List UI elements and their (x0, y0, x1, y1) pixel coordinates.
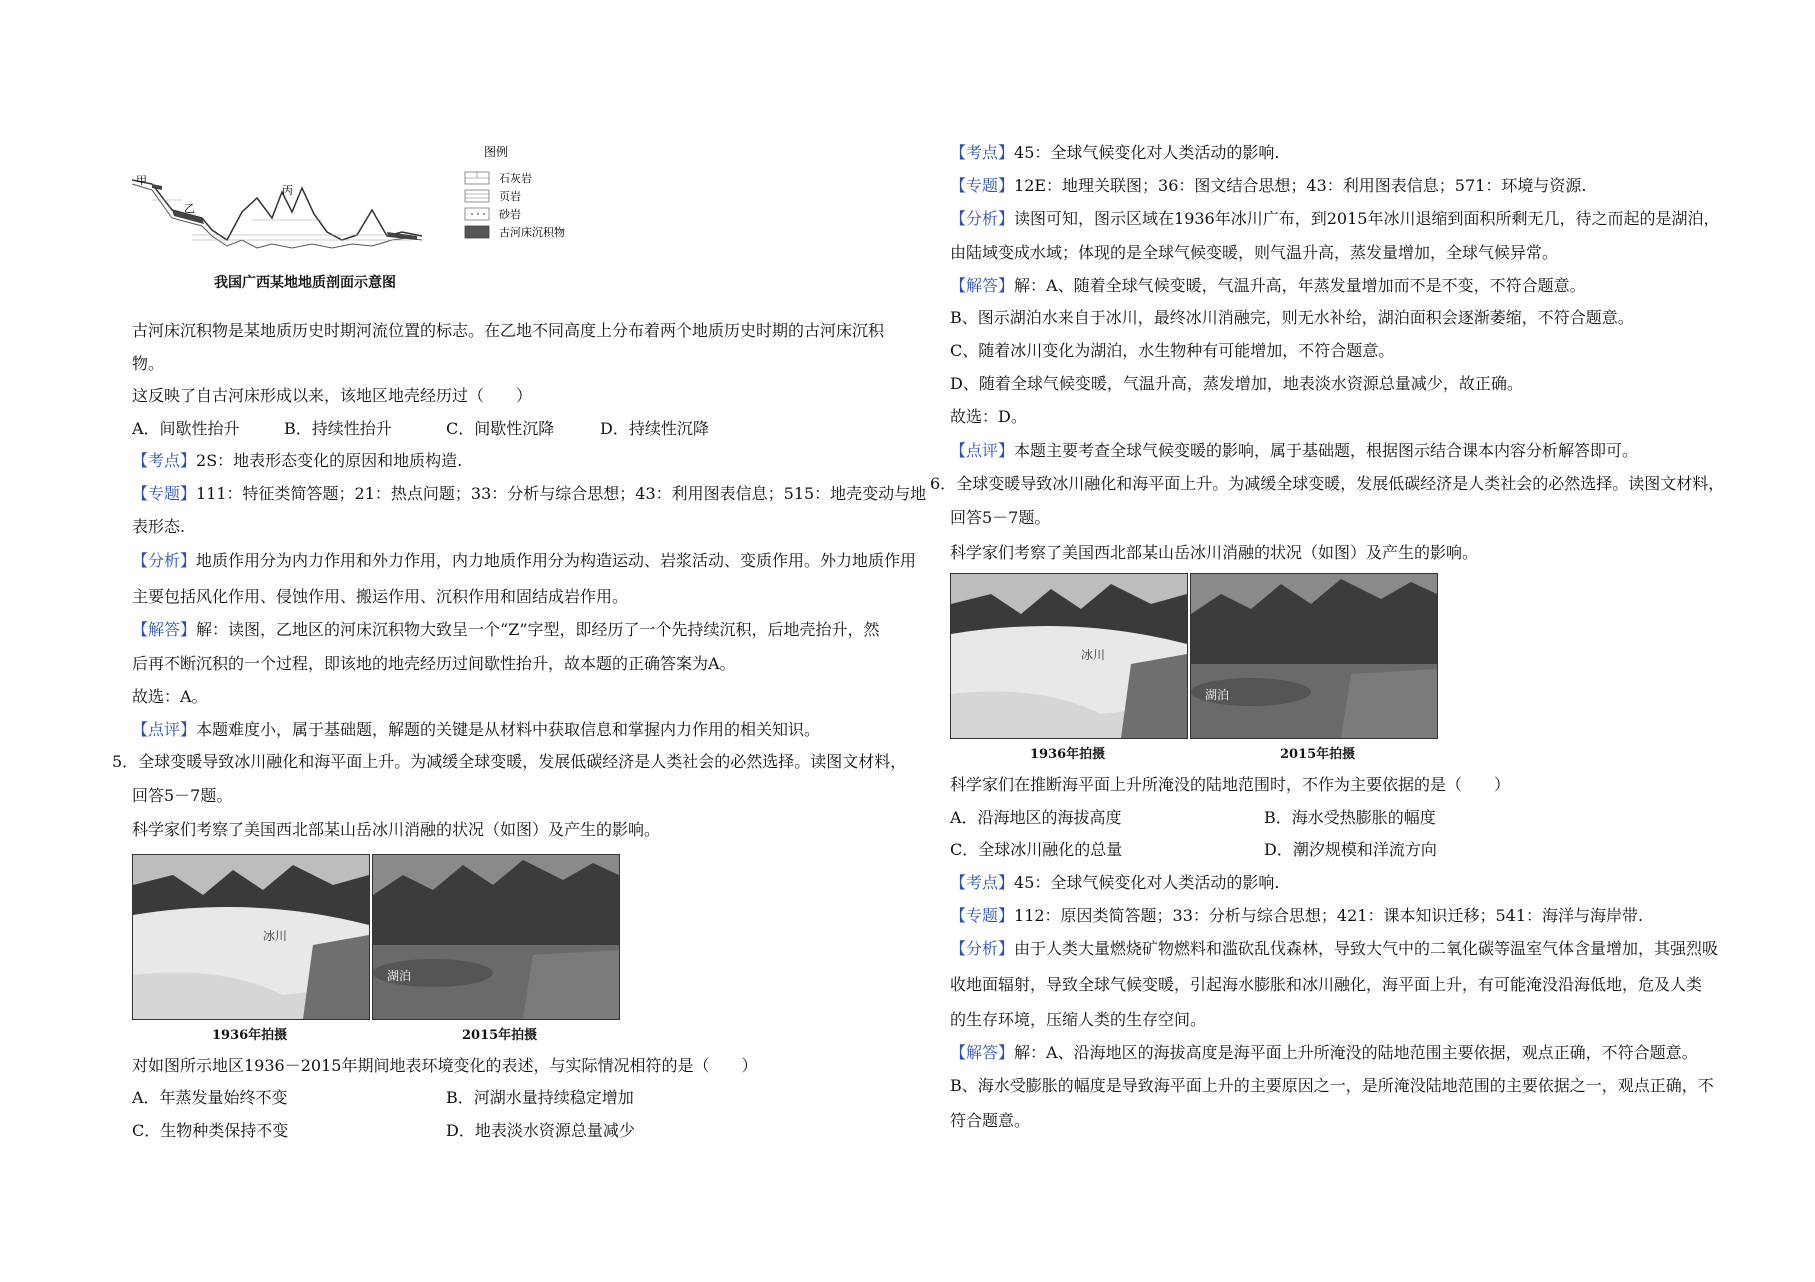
q5-stem-line3: 科学家们考察了美国西北部某山岳冰川消融的状况（如图）及产生的影响。 (132, 820, 661, 839)
fenxi-tag: 【分析】 (132, 551, 197, 570)
photo-2015 (372, 854, 620, 1020)
q4-zhuanti-line2: 表形态. (132, 517, 186, 536)
caption-2015: 2015年拍摄 (1280, 747, 1356, 762)
q6-photo-pair (950, 573, 1440, 763)
geology-profile-figure (132, 140, 612, 290)
svg-text:古河床沉积物: 古河床沉积物 (499, 226, 565, 239)
q4-answer: 故选：A。 (132, 687, 208, 706)
q5-option-b: B．河湖水量持续稳定增加 (446, 1088, 634, 1107)
q5-dianping: 【点评】本题主要考查全球气候变暖的影响，属于基础题，根据图示结合课本内容分析解答即可。 (950, 441, 1639, 460)
caption-2015: 2015年拍摄 (462, 1028, 538, 1043)
q6-option-c: C．全球冰川融化的总量 (950, 840, 1123, 859)
glacier-label: 冰川 (1081, 648, 1106, 662)
photo-2015 (1190, 573, 1438, 739)
q5-jieda-line2: B、图示湖泊水来自于冰川，最终冰川消融完，则无水补给，湖泊面积会逐渐萎缩，不符合题意。 (950, 308, 1634, 327)
q6-option-d: D．潮汐规模和洋流方向 (1264, 840, 1437, 859)
q6-fenxi-line2: 收地面辐射，导致全球气候变暖，引起海水膨胀和冰川融化，海平面上升，有可能淹没沿海低地，危及人类 (950, 975, 1703, 994)
legend-title: 图例 (484, 145, 509, 159)
q4-option-b: B．持续性抬升 (284, 419, 392, 438)
q6-jieda-line3: 符合题意。 (950, 1111, 1031, 1130)
q5-fenxi-line2: 由陆域变成水域；体现的是全球气候变暖，则气温升高，蒸发量增加，全球气候异常。 (950, 243, 1559, 262)
q4-jieda-line1: 【解答】解：读图，乙地区的河床沉积物大致呈一个“Z”字型，即经历了一个先持续沉积，后地壳抬升，然 (132, 620, 880, 639)
svg-text:砂岩: 砂岩 (499, 208, 521, 221)
q5-stem-line2: 回答5－7题。 (132, 786, 233, 805)
q4-jieda-line2: 后再不断沉积的一个过程，即该地的地壳经历过间歇性抬升，故本题的正确答案为A。 (132, 654, 736, 673)
q4-fenxi-line1: 【分析】地质作用分为内力作用和外力作用，内力地质作用分为构造运动、岩浆活动、变质作用。外力地质作用 (132, 551, 917, 570)
caption-1936: 1936年拍摄 (212, 1028, 288, 1043)
q4-option-c: C．间歇性沉降 (446, 419, 555, 438)
q4-stem-line1: 古河床沉积物是某地质历史时期河流位置的标志。在乙地不同高度上分布着两个地质历史时期的古河床沉积 (132, 321, 885, 340)
legend-limestone (465, 171, 532, 185)
photo-1936 (950, 573, 1188, 739)
q6-kaodian: 【考点】45：全球气候变化对人类活动的影响. (950, 873, 1280, 892)
zhuanti-tag: 【专题】 (132, 484, 197, 503)
q5-stem-line1: 5．全球变暖导致冰川融化和海平面上升。为减缓全球变暖，发展低碳经济是人类社会的必然选择。读图文材料， (112, 752, 907, 771)
legend-sandstone (465, 207, 521, 221)
q6-fenxi-line3: 的生存环境，压缩人类的生存空间。 (950, 1010, 1207, 1029)
q6-stem-line3: 科学家们考察了美国西北部某山岳冰川消融的状况（如图）及产生的影响。 (950, 543, 1479, 562)
label-yi: 乙 (184, 202, 195, 215)
legend-shale (465, 189, 521, 203)
svg-text:页岩: 页岩 (499, 190, 521, 203)
q4-stem-line2: 物。 (132, 354, 165, 373)
legend-riverbed-deposit (465, 225, 565, 239)
q6-stem-line1: 6．全球变暖导致冰川融化和海平面上升。为减缓全球变暖，发展低碳经济是人类社会的必然选择。读图文材料， (930, 474, 1725, 493)
q4-option-a: A．间歇性抬升 (132, 419, 240, 438)
caption-1936: 1936年拍摄 (1030, 747, 1106, 762)
q5-option-d: D．地表淡水资源总量减少 (446, 1121, 635, 1140)
label-bing: 丙 (282, 184, 293, 197)
lake-label: 湖泊 (1205, 688, 1230, 702)
q6-stem-line2: 回答5－7题。 (950, 508, 1051, 527)
q5-photo-pair (132, 854, 622, 1044)
q5-jieda-line1: 【解答】解：A、随着全球气候变暖，气温升高，年蒸发量增加而不是不变，不符合题意。 (950, 276, 1586, 295)
lake-label: 湖泊 (387, 969, 412, 983)
glacier-label: 冰川 (263, 929, 288, 943)
dianping-tag: 【点评】 (132, 720, 197, 739)
label-jia: 甲 (136, 174, 147, 187)
kaodian-tag: 【考点】 (132, 451, 197, 470)
q5-question: 对如图所示地区1936－2015年期间地表环境变化的表述，与实际情况相符的是（ ） (132, 1056, 758, 1075)
q5-answer: 故选：D。 (950, 407, 1027, 426)
q4-kaodian: 【考点】2S：地表形态变化的原因和地质构造. (132, 451, 463, 470)
q4-zhuanti-line1: 【专题】111：特征类简答题；21：热点问题；33：分析与综合思想；43：利用图表信息；515：地壳变动与地 (132, 484, 927, 503)
q5-kaodian: 【考点】45：全球气候变化对人类活动的影响. (950, 143, 1280, 162)
q5-jieda-line3: C、随着冰川变化为湖泊，水生物种有可能增加，不符合题意。 (950, 341, 1395, 360)
q5-option-a: A．年蒸发量始终不变 (132, 1088, 288, 1107)
q6-option-b: B．海水受热膨胀的幅度 (1264, 808, 1436, 827)
geology-figure-caption: 我国广西某地地质剖面示意图 (214, 275, 396, 291)
q6-fenxi-line1: 【分析】由于人类大量燃烧矿物燃料和滥砍乱伐森林，导致大气中的二氧化碳等温室气体含量增加，其强烈吸 (950, 939, 1719, 958)
q6-jieda-line1: 【解答】解：A、沿海地区的海拔高度是海平面上升所淹没的陆地范围主要依据，观点正确，不符合题意。 (950, 1043, 1698, 1062)
q6-zhuanti: 【专题】112：原因类简答题；33：分析与综合思想；421：课本知识迁移；541：海洋与海岸带. (950, 906, 1644, 925)
q4-stem-line3: 这反映了自古河床形成以来，该地区地壳经历过（ ） (132, 386, 533, 405)
q4-dianping: 【点评】本题难度小，属于基础题，解题的关键是从材料中获取信息和掌握内力作用的相关知识。 (132, 720, 821, 739)
q5-option-c: C．生物种类保持不变 (132, 1121, 289, 1140)
photo-1936 (132, 854, 370, 1020)
jieda-tag: 【解答】 (132, 620, 197, 639)
q6-jieda-line2: B、海水受膨胀的幅度是导致海平面上升的主要原因之一，是所淹没陆地范围的主要依据之一，观点正确，不 (950, 1076, 1714, 1095)
geology-profile-diagram (132, 140, 612, 290)
q5-zhuanti: 【专题】12E：地理关联图；36：图文结合思想；43：利用图表信息；571：环境与资源. (950, 176, 1587, 195)
q4-option-d: D．持续性沉降 (600, 419, 709, 438)
q4-fenxi-line2: 主要包括风化作用、侵蚀作用、搬运作用、沉积作用和固结成岩作用。 (132, 587, 629, 606)
q6-option-a: A．沿海地区的海拔高度 (950, 808, 1122, 827)
svg-text:石灰岩: 石灰岩 (499, 172, 532, 185)
q5-fenxi-line1: 【分析】读图可知，图示区域在1936年冰川广布，到2015年冰川退缩到面积所剩无几，待之而起的是湖泊， (950, 209, 1720, 228)
q5-jieda-line4: D、随着全球气候变暖，气温升高，蒸发增加，地表淡水资源总量减少，故正确。 (950, 374, 1523, 393)
q6-question: 科学家们在推断海平面上升所淹没的陆地范围时，不作为主要依据的是（ ） (950, 775, 1511, 794)
